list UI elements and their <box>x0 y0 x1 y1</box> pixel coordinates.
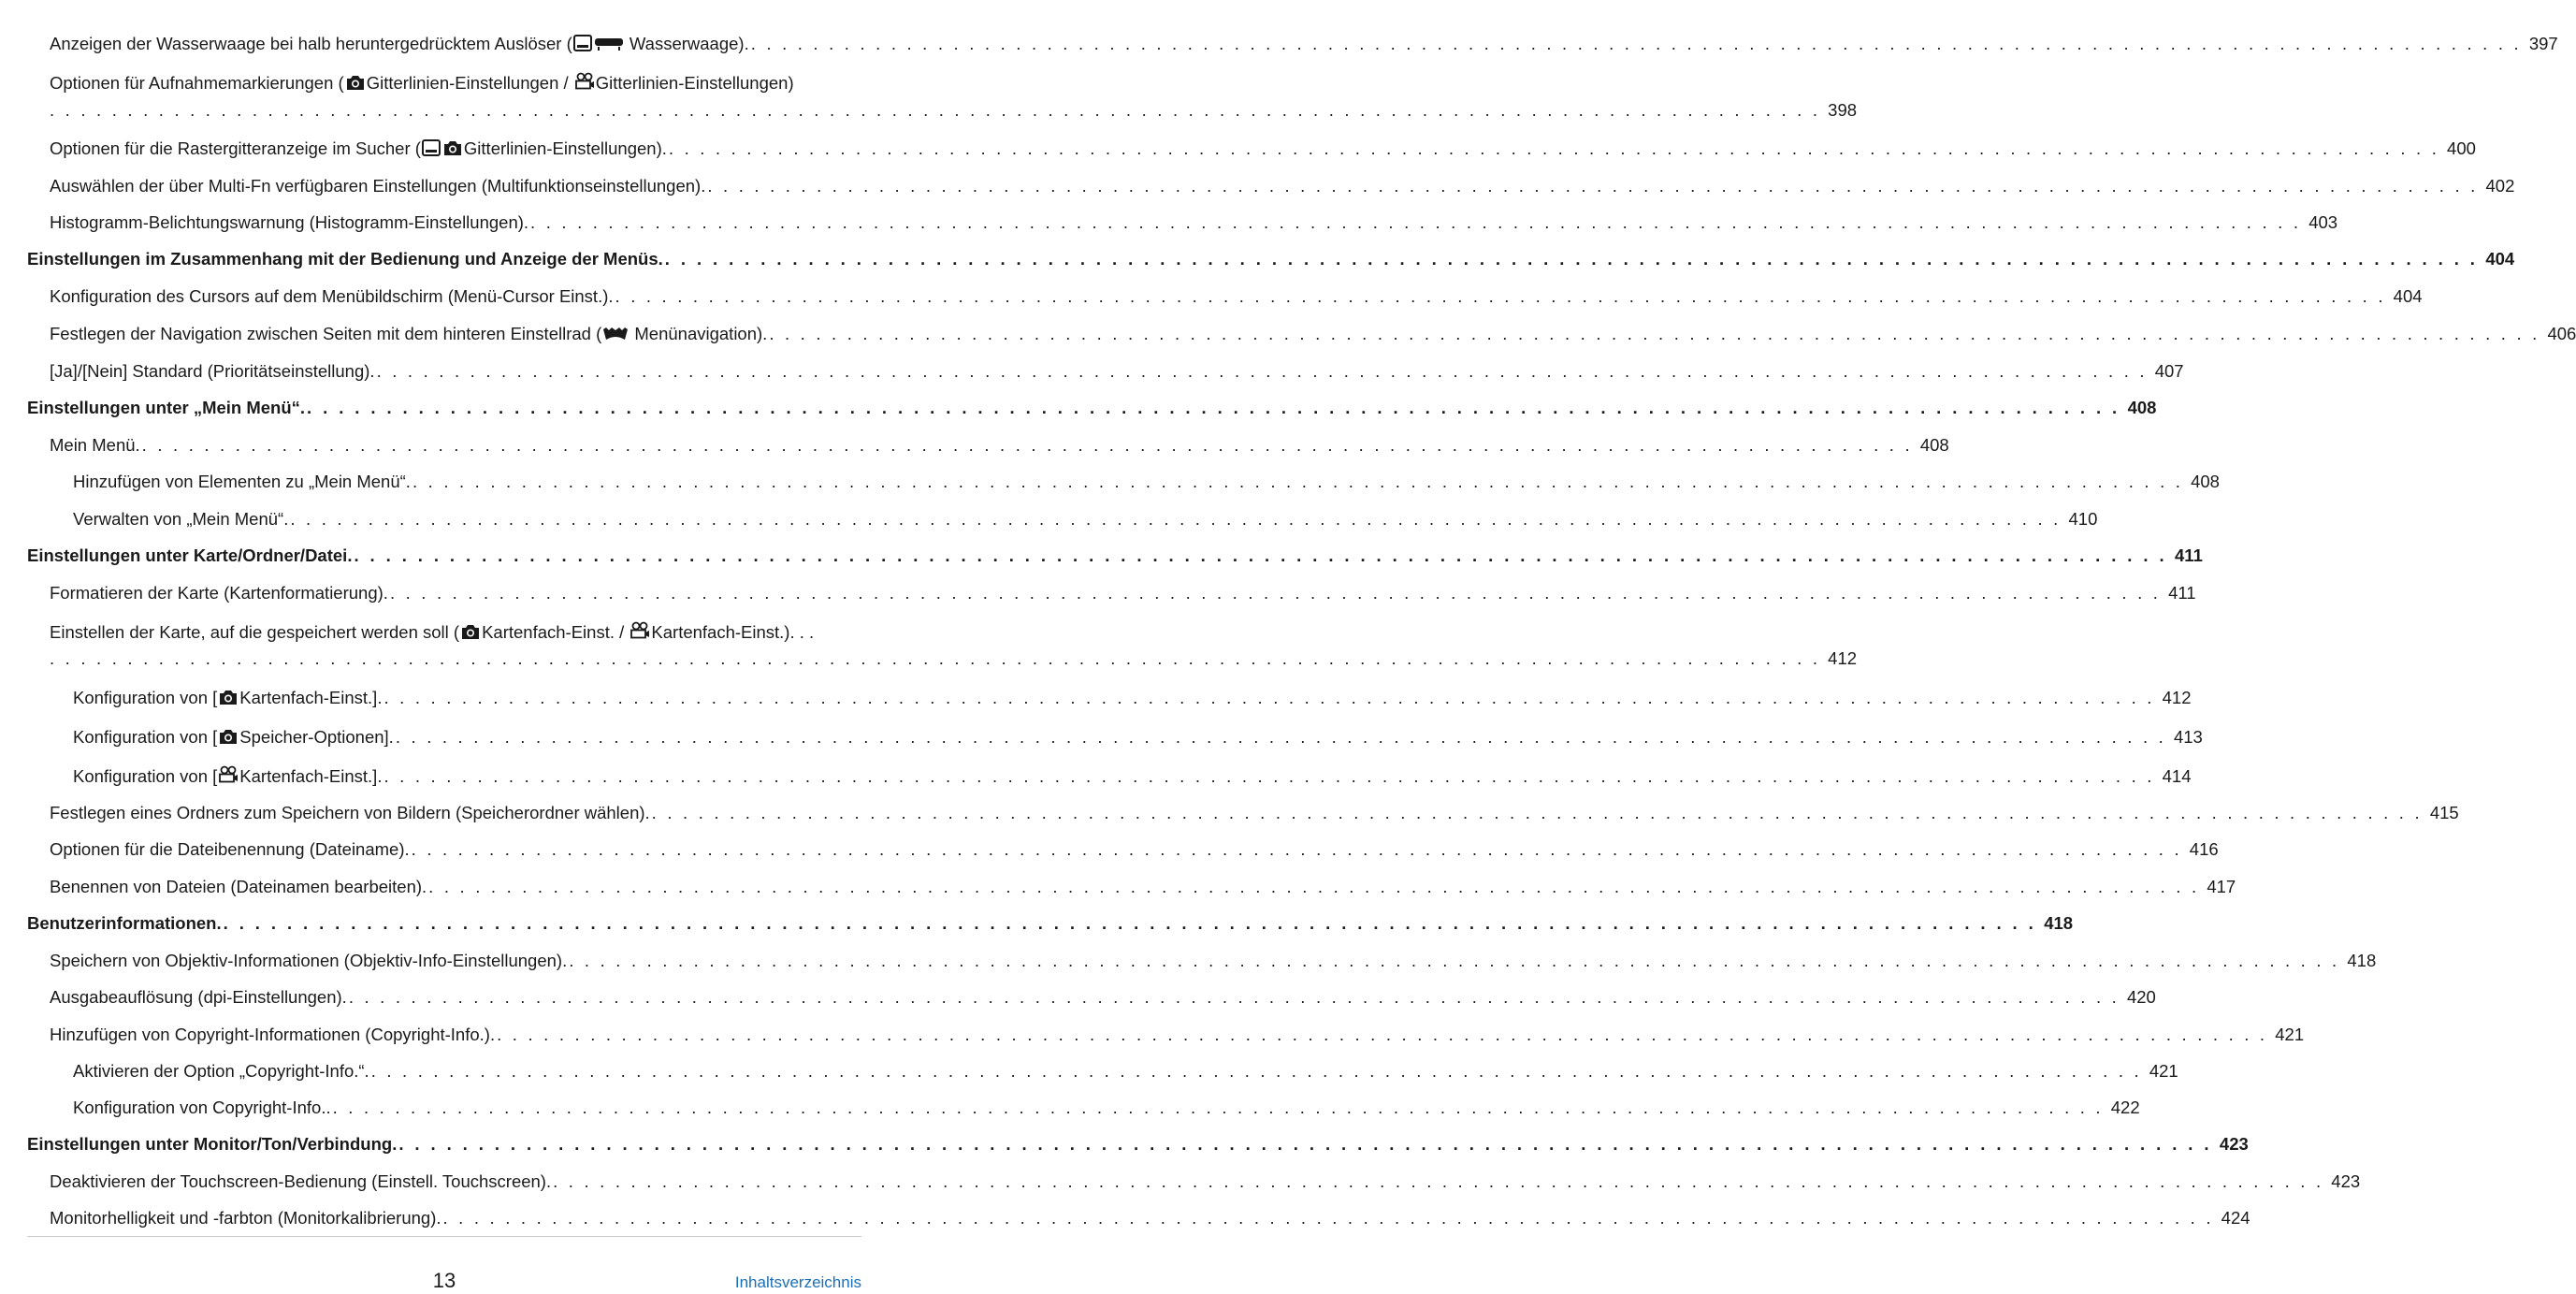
toc-entry[interactable] <box>50 1208 2250 1229</box>
toc-entry-title <box>50 324 767 346</box>
toc-entry-title <box>50 212 528 233</box>
toc-entry[interactable] <box>73 509 2098 530</box>
toc-link[interactable]: Inhaltsverzeichnis <box>734 1273 861 1291</box>
toc-entry[interactable] <box>50 361 2184 382</box>
camera-icon <box>442 139 463 161</box>
toc-entry-text: Gitterlinien-Einstellungen / <box>366 73 573 93</box>
toc-entry-text: Benutzerinformationen. <box>27 913 222 933</box>
toc-entry-title <box>50 839 410 860</box>
movie-icon <box>630 621 650 645</box>
toc-page-number: 418 <box>2044 913 2074 933</box>
toc-entry-text: Menünavigation). <box>630 324 768 343</box>
toc-entry-title <box>27 545 352 566</box>
page-number: 13 <box>432 1269 456 1292</box>
toc-entry-title <box>50 583 388 603</box>
toc-entry-text: Wasserwaage). <box>624 34 749 53</box>
toc-entry-text: Hinzufügen von Elementen zu „Mein Menü“. <box>73 472 411 491</box>
toc-section-entry[interactable] <box>27 913 2074 934</box>
dot-leader: . . . . . . . . . . . . . . . . . . . . . . . . . . . . . . . . . . . . . . . . . . . . . . . . . . . . . . . . . . . . . . . . . . . . . . . . . . . . . . . . . . . . . . . . . . . . . . . . . . . . . . . . . . . . . . . . . . <box>553 1171 2324 1191</box>
toc-section-entry[interactable] <box>27 1134 2249 1155</box>
toc-entry-text: Einstellungen unter Monitor/Ton/Verbindung. <box>27 1134 398 1154</box>
toc-entry-continuation[interactable] <box>50 648 1858 669</box>
toc-page-number: 422 <box>2110 1098 2140 1117</box>
dot-leader: . . . . . . . . . . . . . . . . . . . . . . . . . . . . . . . . . . . . . . . . . . . . . . . . . . . . . . . . . . . . . . . . . . . . . . . . . . . . . . . . . . . . . . . . . . . . . . . . . . . . . . . . . . . . . . . . . . <box>497 1025 2268 1044</box>
toc-entry-title <box>73 727 394 749</box>
toc-entry-title <box>50 951 567 971</box>
toc-entry-title <box>50 877 427 897</box>
dot-leader: . . . . . . . . . . . . . . . . . . . . . . . . . . . . . . . . . . . . . . . . . . . . . . . . . . . . . . . . . . . . . . . . . . . . . . . . . . . . . . . . . . . . . . . . . . . . . . . . . . . . . . . . . . . . . . . . . . <box>615 286 2386 306</box>
toc-page-number: 410 <box>2068 509 2098 529</box>
toc-entry[interactable] <box>50 877 2236 897</box>
toc-entry[interactable] <box>50 212 2338 233</box>
toc-page-number: 420 <box>2126 987 2156 1007</box>
dot-leader: . . . . . . . . . . . . . . . . . . . . . . . . . . . . . . . . . . . . . . . . . . . . . . . . . . . . . . . . . . . . . . . . . . . . . . . . . . . . . . . . . . . . . . . . . . . . . . . . . . . . . . . . . . . . . . . . . . <box>412 472 2184 491</box>
toc-entry[interactable] <box>50 621 861 645</box>
toc-entry[interactable] <box>50 176 2515 196</box>
toc-page-number: 417 <box>2207 877 2236 896</box>
toc-entry-title <box>50 987 347 1008</box>
dot-leader: . . . . . . . . . . . . . . . . . . . . . . . . . . . . . . . . . . . . . . . . . . . . . . . . . . . . . . . . . . . . . . . . . . . . . . . . . . . . . . . . . . . . . . . . . . . . . . . . . . . . . . . . . . . . . . . . . . <box>707 176 2479 196</box>
toc-entry-title <box>50 286 614 307</box>
toc-section-entry[interactable] <box>27 398 2157 418</box>
toc-entry-title <box>27 249 663 269</box>
level-icon <box>594 36 624 56</box>
toc-entry-text: Kartenfach-Einst.]. <box>239 688 383 707</box>
dot-leader: . . . . . . . . . . . . . . . . . . . . . . . . . . . . . . . . . . . . . . . . . . . . . . . . . . . . . . . . . . . . . . . . . . . . . . . . . . . . . . . . . . . . . . . . . . . . . . . . . . . . . . . . . . . . . . . . . . <box>50 100 1821 120</box>
toc-page-number: 414 <box>2162 766 2192 786</box>
toc-entry-title <box>73 509 288 530</box>
toc-entry-title <box>50 361 375 382</box>
toc-page-number: 412 <box>2162 688 2192 707</box>
toc-page-number: 402 <box>2485 176 2515 196</box>
dot-leader: . . . . . . . . . . . . . . . . . . . . . . . . . . . . . . . . . . . . . . . . . . . . . . . . . . . . . . . . . . . . . . . . . . . . . . . . . . . . . . . . . . . . . . . . . . . . . . . . . . . . . . . . . . . . . . . . . . <box>530 212 2302 232</box>
toc-page-number: 408 <box>2127 398 2157 417</box>
toc-entry[interactable] <box>50 324 2576 346</box>
toc-entry-text: Speichern von Objektiv-Informationen (Objektiv-Info-Einstellungen). <box>50 951 568 970</box>
toc-entry-title <box>27 398 305 418</box>
toc-entry[interactable] <box>73 472 2220 492</box>
toc-entry-text: Optionen für die Dateibenennung (Dateiname). <box>50 839 410 859</box>
toc-entry[interactable] <box>50 286 2423 307</box>
toc-entry-title <box>50 138 667 161</box>
toc-section-entry[interactable] <box>27 249 2515 269</box>
toc-entry-text: Festlegen eines Ordners zum Speichern von Bildern (Speicherordner wählen). <box>50 803 650 822</box>
toc-page-number: 415 <box>2429 803 2459 822</box>
toc-entry-text: Konfiguration von [ <box>73 688 218 707</box>
rear-dial-icon <box>602 326 629 346</box>
toc-entry-text: Kartenfach-Einst.]. <box>239 766 383 786</box>
dot-leader: . . . . . . . . . . . . . . . . . . . . . . . . . . . . . . . . . . . . . . . . . . . . . . . . . . . . . . . . . . . . . . . . . . . . . . . . . . . . . . . . . . . . . . . . . . . . . . . . . . . . . . . . . . . . . . . . . . <box>384 688 2155 707</box>
toc-entry-text: Optionen für die Rastergitteranzeige im Sucher ( <box>50 138 421 158</box>
toc-page-number: 416 <box>2189 839 2219 859</box>
dot-leader: . . . . . . . . . . . . . . . . . . . . . . . . . . . . . . . . . . . . . . . . . . . . . . . . . . . . . . . . . . . . . . . . . . . . . . . . . . . . . . . . . . . . . . . . . . . . . . . . . . . . . . . . . . . . . . . . . . <box>332 1098 2104 1117</box>
dot-leader: . . . . . . . . . . . . . . . . . . . . . . . . . . . . . . . . . . . . . . . . . . . . . . . . . . . . . . . . . . . . . . . . . . . . . . . . . . . . . . . . . . . . . . . . . . . . . . . . . . . . . . . . . . . . . . . . . . <box>290 509 2062 529</box>
dot-leader: . . . . . . . . . . . . . . . . . . . . . . . . . . . . . . . . . . . . . . . . . . . . . . . . . . . . . . . . . . . . . . . . . . . . . . . . . . . . . . . . . . . . . . . . . . . . . . . . . . . . . . . . . . . . . . . . . . <box>769 324 2540 343</box>
toc-entry-text: Kartenfach-Einst. / <box>482 622 630 642</box>
toc-entry-text: Monitorhelligkeit und -farbton (Monitorkalibrierung). <box>50 1208 441 1228</box>
dot-leader: . . . . . . . . . . . . . . . . . . . . . . . . . . . . . . . . . . . . . . . . . . . . . . . . . . . . . . . . . . . . . . . . . . . . . . . . . . . . . . . . . . . . . . . . . . . . . . . . . . . . . . . . . . . . . . . . . . <box>569 951 2340 970</box>
viewfinder-icon <box>573 35 592 56</box>
movie-icon <box>574 72 595 95</box>
toc-page-number: 403 <box>2308 212 2338 232</box>
toc-entry[interactable] <box>50 987 2156 1008</box>
toc-entry-title <box>27 1134 397 1155</box>
toc-entry[interactable] <box>73 1061 2178 1082</box>
toc-page-number: 406 <box>2547 324 2576 343</box>
toc-entry-text: Konfiguration von [ <box>73 766 218 786</box>
viewfinder-icon <box>422 139 441 161</box>
toc-page-number: 411 <box>2168 583 2196 603</box>
toc-page-number: 400 <box>2447 138 2476 158</box>
toc-entry-title <box>73 688 382 710</box>
dot-leader: . . . . . . . . . . . . . . . . . . . . . . . . . . . . . . . . . . . . . . . . . . . . . . . . . . . . . . . . . . . . . . . . . . . . . . . . . . . . . . . . . . . . . . . . . . . . . . . . . . . . . . . . . . . . . . . . . . <box>668 138 2440 158</box>
toc-entry[interactable] <box>73 688 2192 710</box>
toc-entry[interactable] <box>50 583 2196 603</box>
toc-entry-text: Formatieren der Karte (Kartenformatierung). <box>50 583 388 603</box>
dot-leader: . . . . . . . . . . . . . . . . . . . . . . . . . . . . . . . . . . . . . . . . . . . . . . . . . . . . . . . . . . . . . . . . . . . . . . . . . . . . . . . . . . . . . . . . . . . . . . . . . . . . . . . . . . . . . . . . . . <box>651 803 2423 822</box>
toc-entry-text: Optionen für Aufnahmemarkierungen ( <box>50 73 344 93</box>
toc-entry-text: Hinzufügen von Copyright-Informationen (Copyright-Info.). <box>50 1025 496 1044</box>
toc-entry[interactable] <box>50 138 2476 161</box>
dot-leader: . . . . . . . . . . . . . . . . . . . . . . . . . . . . . . . . . . . . . . . . . . . . . . . . . . . . . . . . . . . . . . . . . . . . . . . . . . . . . . . . . . . . . . . . . . . . . . . . . . . . . . . . . . . . . . . . . . <box>370 1061 2142 1081</box>
toc-page-number: 423 <box>2331 1171 2361 1191</box>
dot-leader: . . . . . . . . . . . . . . . . . . . . . . . . . . . . . . . . . . . . . . . . . . . . . . . . . . . . . . . . . . . . . . . . . . . . . . . . . . . . . . . . . . . . . . . . . . . . . . . . . . . . . . . . . . . . . . . . . . <box>411 839 2182 859</box>
toc-entry-title <box>50 176 705 196</box>
toc-page-number: 413 <box>2173 727 2203 747</box>
toc-entry-text: Konfiguration von [ <box>73 727 218 747</box>
toc-page-number: 424 <box>2221 1208 2250 1228</box>
toc-page-number: 397 <box>2528 34 2558 53</box>
toc-entry-text: Speicher-Optionen]. <box>239 727 394 747</box>
toc-entry-text: Konfiguration des Cursors auf dem Menübildschirm (Menü-Cursor Einst.). <box>50 286 614 306</box>
dot-leader: . . . . . . . . . . . . . . . . . . . . . . . . . . . . . . . . . . . . . . . . . . . . . . . . . . . . . . . . . . . . . . . . . . . . . . . . . . . . . . . . . . . . . . . . . . . . . . . . . . . . . . . . . . . . . . . . . . <box>395 727 2166 747</box>
toc-entry[interactable] <box>50 1171 2361 1192</box>
dot-leader: . . . . . . . . . . . . . . . . . . . . . . . . . . . . . . . . . . . . . . . . . . . . . . . . . . . . . . . . . . . . . . . . . . . . . . . . . . . . . . . . . . . . . . . . . . . . . . . . . . . . . . . . . . . . . . . . . . <box>384 766 2155 786</box>
toc-entry[interactable] <box>50 72 861 95</box>
toc-entry-text: Einstellungen im Zusammenhang mit der Bedienung und Anzeige der Menüs. <box>27 249 663 269</box>
toc-entry-title <box>50 1171 551 1192</box>
toc-page-number: 408 <box>1919 435 1949 455</box>
toc-entry-text: Gitterlinien-Einstellungen). <box>463 138 667 158</box>
toc-entry-title <box>73 1098 331 1118</box>
dot-leader: . . . . . . . . . . . . . . . . . . . . . . . . . . . . . . . . . . . . . . . . . . . . . . . . . . . . . . . . . . . . . . . . . . . . . . . . . . . . . . . . . . . . . . . . . . . . . . . . . . . . . . . . . . . . . . . . . . <box>307 398 2120 417</box>
dot-leader: . . . . . . . . . . . . . . . . . . . . . . . . . . . . . . . . . . . . . . . . . . . . . . . . . . . . . . . . . . . . . . . . . . . . . . . . . . . . . . . . . . . . . . . . . . . . . . . . . . . . . . . . . . . . . . . . . . <box>376 361 2148 381</box>
dot-leader: . . . . . . . . . . . . . . . . . . . . . . . . . . . . . . . . . . . . . . . . . . . . . . . . . . . . . . . . . . . . . . . . . . . . . . . . . . . . . . . . . . . . . . . . . . . . . . . . . . . . . . . . . . . . . . . . . . <box>348 987 2120 1007</box>
toc-entry[interactable] <box>50 803 2459 823</box>
toc-entry-text: Festlegen der Navigation zwischen Seiten mit dem hinteren Einstellrad ( <box>50 324 602 343</box>
toc-entry[interactable] <box>50 951 2377 971</box>
toc-entry-text: Einstellungen unter Karte/Ordner/Datei. <box>27 545 353 565</box>
dot-leader: . . . . . . . . . . . . . . . . . . . . . . . . . . . . . . . . . . . . . . . . . . . . . . . . . . . . . . . . . . . . . . . . . . . . . . . . . . . . . . . . . . . . . . . . . . . . . . . . . . . . . . . . . . . . . . . . . . <box>141 435 1913 455</box>
toc-entry[interactable] <box>50 435 1949 456</box>
dot-leader: . . . . . . . . . . . . . . . . . . . . . . . . . . . . . . . . . . . . . . . . . . . . . . . . . . . . . . . . . . . . . . . . . . . . . . . . . . . . . . . . . . . . . . . . . . . . . . . . . . . . . . . . . . . . . . . . . . <box>354 545 2168 565</box>
toc-entry-text: Mein Menü. <box>50 435 140 455</box>
dot-leader: . . . . . . . . . . . . . . . . . . . . . . . . . . . . . . . . . . . . . . . . . . . . . . . . . . . . . . . . . . . . . . . . . . . . . . . . . . . . . . . . . . . . . . . . . . . . . . . . . . . . . . . . . . . . . . . . . . <box>664 249 2479 269</box>
toc-entry-text: [Ja]/[Nein] Standard (Prioritätseinstellung). <box>50 361 375 381</box>
camera-icon <box>345 74 366 95</box>
toc-page-number: 398 <box>1828 100 1858 120</box>
toc-entry-title <box>50 1025 495 1045</box>
toc-entry-text: Einstellen der Karte, auf die gespeichert werden soll ( <box>50 622 460 642</box>
toc-entry[interactable] <box>50 839 2219 860</box>
toc-entry-text: Anzeigen der Wasserwaage bei halb heruntergedrücktem Auslöser ( <box>50 34 572 53</box>
toc-entry-title <box>50 72 794 95</box>
toc-page-number: 408 <box>2191 472 2220 491</box>
toc-entry-text: Gitterlinien-Einstellungen) <box>595 73 794 93</box>
toc-page-number: 404 <box>2393 286 2423 306</box>
dot-leader: . . . . . . . . . . . . . . . . . . . . . . . . . . . . . . . . . . . . . . . . . . . . . . . . . . . . . . . . . . . . . . . . . . . . . . . . . . . . . . . . . . . . . . . . . . . . . . . . . . . . . . . . . . . . . . . . . . <box>50 648 1821 668</box>
dot-leader: . . . . . . . . . . . . . . . . . . . . . . . . . . . . . . . . . . . . . . . . . . . . . . . . . . . . . . . . . . . . . . . . . . . . . . . . . . . . . . . . . . . . . . . . . . . . . . . . . . . . . . . . . . . . . . . . . . <box>750 34 2522 53</box>
toc-entry-title <box>73 472 411 492</box>
movie-icon <box>218 765 239 789</box>
toc-entry[interactable] <box>73 727 2203 749</box>
toc-entry-text: Aktivieren der Option „Copyright-Info.“. <box>73 1061 369 1081</box>
camera-icon <box>218 728 239 749</box>
camera-icon <box>218 689 239 710</box>
toc-entry-title <box>50 435 140 456</box>
toc-entry-title <box>73 765 382 789</box>
toc-entry-title <box>73 1061 369 1082</box>
toc-page-number: 423 <box>2219 1134 2249 1154</box>
toc-entry-text: Histogramm-Belichtungswarnung (Histogramm-Einstellungen). <box>50 212 529 232</box>
toc-entry-continuation[interactable] <box>50 100 1858 121</box>
toc-entry-text: Deaktivieren der Touchscreen-Bedienung (Einstell. Touchscreen). <box>50 1171 552 1191</box>
toc-entry[interactable] <box>50 1025 2305 1045</box>
toc-entry-title <box>27 913 222 934</box>
toc-entry-title <box>50 1208 441 1229</box>
dot-leader: . . . . . . . . . . . . . . . . . . . . . . . . . . . . . . . . . . . . . . . . . . . . . . . . . . . . . . . . . . . . . . . . . . . . . . . . . . . . . . . . . . . . . . . . . . . . . . . . . . . . . . . . . . . . . . . . . . <box>428 877 2200 896</box>
toc-page-number: 404 <box>2485 249 2515 269</box>
toc-entry-title <box>50 621 814 645</box>
toc-entry-title <box>50 34 749 56</box>
toc-page-number: 418 <box>2347 951 2377 970</box>
dot-leader: . . . . . . . . . . . . . . . . . . . . . . . . . . . . . . . . . . . . . . . . . . . . . . . . . . . . . . . . . . . . . . . . . . . . . . . . . . . . . . . . . . . . . . . . . . . . . . . . . . . . . . . . . . . . . . . . . . <box>223 913 2037 933</box>
dot-leader: . . . . . . . . . . . . . . . . . . . . . . . . . . . . . . . . . . . . . . . . . . . . . . . . . . . . . . . . . . . . . . . . . . . . . . . . . . . . . . . . . . . . . . . . . . . . . . . . . . . . . . . . . . . . . . . . . . <box>389 583 2162 603</box>
toc-entry-text: Verwalten von „Mein Menü“. <box>73 509 289 529</box>
toc-entry-text: Kartenfach-Einst.). . . <box>651 622 815 642</box>
toc-entry-text: Ausgabeauflösung (dpi-Einstellungen). <box>50 987 347 1007</box>
dot-leader: . . . . . . . . . . . . . . . . . . . . . . . . . . . . . . . . . . . . . . . . . . . . . . . . . . . . . . . . . . . . . . . . . . . . . . . . . . . . . . . . . . . . . . . . . . . . . . . . . . . . . . . . . . . . . . . . . . <box>442 1208 2214 1228</box>
toc-page-number: 412 <box>1828 648 1858 668</box>
toc-page-number: 421 <box>2149 1061 2178 1081</box>
toc-entry-title <box>50 803 650 823</box>
toc-entry[interactable] <box>73 1098 2140 1118</box>
toc-entry-text: Benennen von Dateien (Dateinamen bearbeiten). <box>50 877 427 896</box>
toc-page-number: 411 <box>2175 545 2203 565</box>
toc-entry-text: Auswählen der über Multi-Fn verfügbaren Einstellungen (Multifunktionseinstellungen). <box>50 176 706 196</box>
toc-entry[interactable] <box>73 765 2192 789</box>
dot-leader: . . . . . . . . . . . . . . . . . . . . . . . . . . . . . . . . . . . . . . . . . . . . . . . . . . . . . . . . . . . . . . . . . . . . . . . . . . . . . . . . . . . . . . . . . . . . . . . . . . . . . . . . . . . . . . . . . . <box>398 1134 2212 1154</box>
toc-entry-text: Konfiguration von Copyright-Info.. <box>73 1098 331 1117</box>
toc-entry[interactable] <box>50 34 2558 56</box>
toc-page-number: 421 <box>2275 1025 2305 1044</box>
footer-divider <box>27 1236 861 1237</box>
toc-entry-text: Einstellungen unter „Mein Menü“. <box>27 398 306 417</box>
toc-section-entry[interactable] <box>27 545 2203 566</box>
toc-page-number: 407 <box>2154 361 2184 381</box>
camera-icon <box>460 623 481 645</box>
